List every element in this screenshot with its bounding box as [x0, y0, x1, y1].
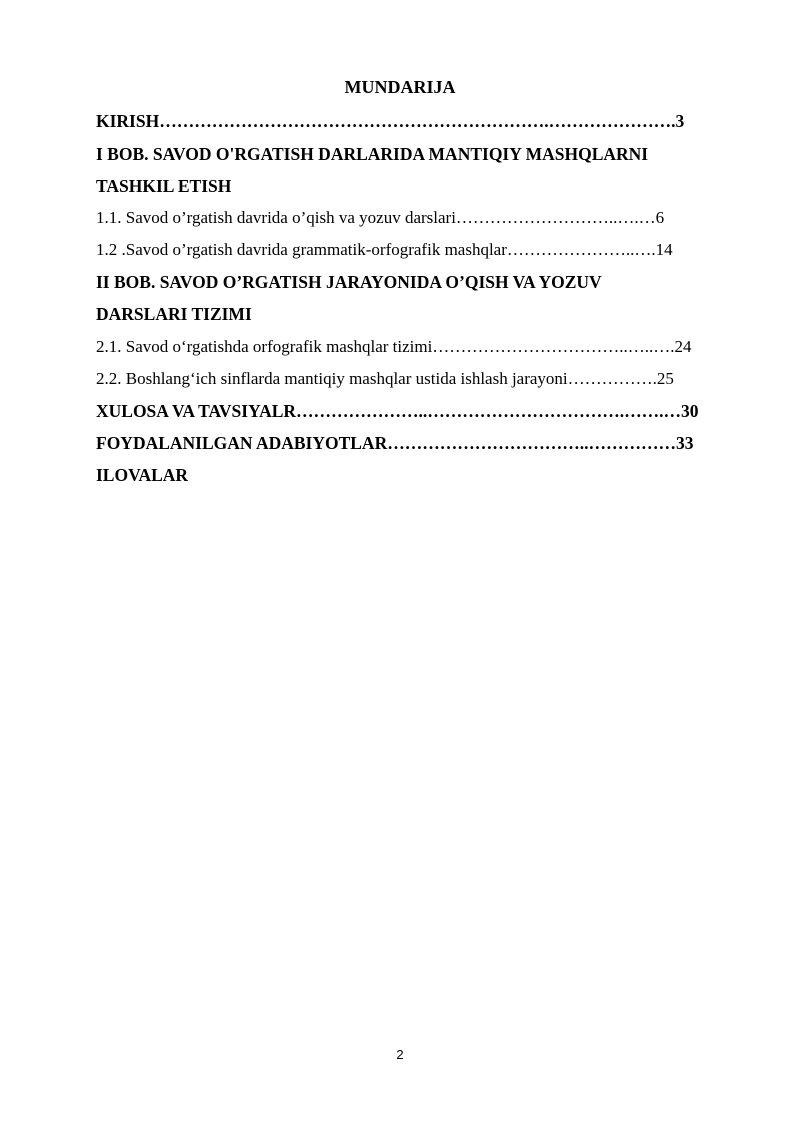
toc-entry-ilovalar: ILOVALAR: [96, 465, 189, 485]
page-number: 2: [396, 1047, 404, 1062]
toc-entry-section-2-2: 2.2. Boshlang‘ich sinflarda mantiqiy mashqlar ustida ishlash jarayoni…………….25: [96, 369, 674, 388]
page-title: MUNDARIJA: [344, 77, 456, 97]
toc-entry-chapter-2-line-1: II BOB. SAVOD O’RGATISH JARAYONIDA O’QISH VA YOZUV: [96, 272, 602, 292]
toc-entry-chapter-2-line-2: DARSLARI TIZIMI: [96, 304, 252, 324]
toc-entry-xulosa: XULOSA VA TAVSIYALR…………………..…………………………….…….…30: [96, 401, 699, 421]
toc-entry-section-1-1: 1.1. Savod o’rgatish davrida o’qish va yozuv darslari………………………..….…6: [96, 208, 665, 227]
toc-entry-chapter-1-line-2: TASHKIL ETISH: [96, 176, 232, 196]
toc-entry-section-1-2: 1.2 .Savod o’rgatish davrida grammatik-orfografik mashqlar…………………..….14: [96, 240, 673, 259]
toc-entry-kirish: KIRISH………………………………………………………….………………….3: [96, 111, 685, 131]
toc-entry-adabiyotlar: FOYDALANILGAN ADABIYOTLAR……………………………..……………33: [96, 433, 694, 453]
toc-entry-chapter-1-line-1: I BOB. SAVOD O'RGATISH DARLARIDA MANTIQIY MASHQLARNI: [96, 144, 649, 164]
toc-entry-section-2-1: 2.1. Savod o‘rgatishda orfografik mashqlar tizimi……………………………..…..….24: [96, 337, 692, 356]
